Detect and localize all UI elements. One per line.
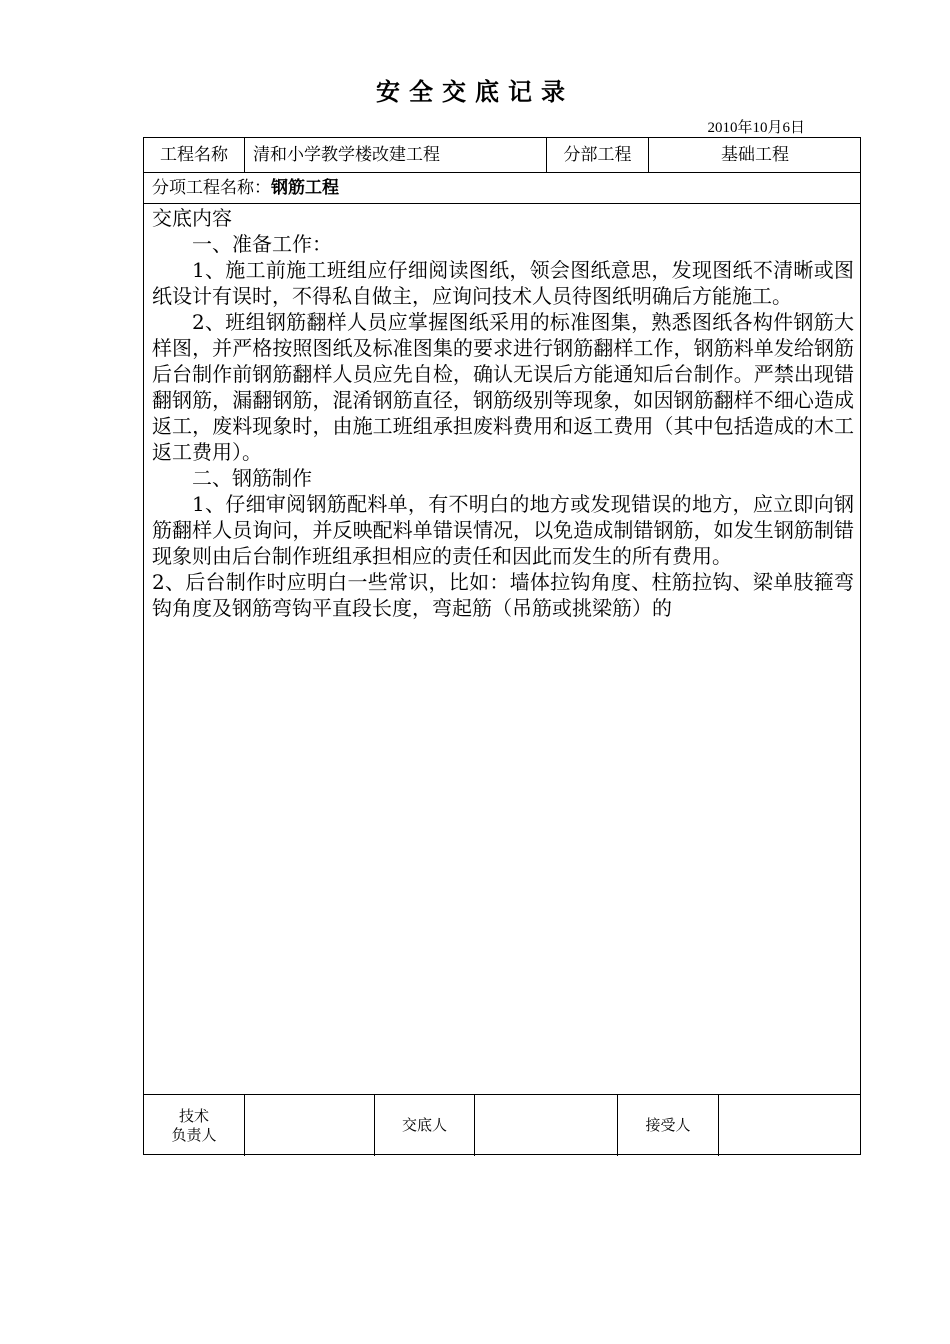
document-date: 2010年10月6日: [707, 120, 805, 136]
discloser-signature: [475, 1095, 617, 1156]
receiver-signature: [719, 1095, 861, 1156]
content-paragraph: 二、钢筋制作: [192, 466, 312, 490]
signature-row: [144, 1094, 860, 1156]
disclosure-content: [152, 205, 854, 621]
subproject-label: 分项工程名称：: [152, 178, 271, 198]
project-name-value: 清和小学教学楼改建工程: [253, 145, 440, 165]
subproject-row: [144, 172, 860, 204]
tech-lead-label-line1: 技术: [178, 1106, 209, 1125]
content-paragraph: 2、班组钢筋翻样人员应掌握图纸采用的标准图集，熟悉图纸各构件钢筋大样图，并严格按照图纸及标准图集的要求进行钢筋翻样工作，钢筋料单发给钢筋后台制作前钢筋翻样人员应先自检，确认无误后方能通知后台制作。严禁出现错翻钢筋，漏翻钢筋，混淆钢筋直径，钢筋级别等现象，如因钢筋翻样不细心造成返工，废料现象时，由施工班组承担废料费用和返工费用（其中包括造成的木工返工费用）。: [152, 310, 854, 464]
content-paragraph: 1、施工前施工班组应仔细阅读图纸，领会图纸意思，发现图纸不清晰或图纸设计有误时，不得私自做主，应询问技术人员待图纸明确后方能施工。: [152, 258, 854, 308]
divider: [244, 138, 245, 172]
discloser-label: 交底人: [401, 1116, 447, 1134]
document-title: 安全交底记录: [376, 78, 574, 106]
tech-lead-label: [144, 1095, 244, 1156]
receiver-label: 接受人: [645, 1116, 691, 1134]
tech-lead-signature: [245, 1095, 374, 1156]
project-name-label: 工程名称: [160, 145, 228, 165]
content-paragraph: 1、仔细审阅钢筋配料单，有不明白的地方或发现错误的地方，应立即向钢筋翻样人员询问，并反映配料单错误情况，以免造成制错钢筋，如发生钢筋制错现象则由后台制作班组承担相应的责任和因此而发生的所有费用。: [152, 492, 854, 568]
record-table: [143, 137, 861, 1155]
subproject-value: 钢筋工程: [271, 178, 339, 198]
tech-lead-label-line2: 负责人: [171, 1125, 217, 1144]
content-paragraph: 一、准备工作：: [192, 232, 332, 256]
content-heading: 交底内容: [152, 206, 232, 230]
subproject-field: [152, 172, 339, 204]
division-value: 基础工程: [721, 145, 789, 165]
header-row: [144, 138, 860, 173]
division-label: 分部工程: [563, 145, 632, 165]
content-paragraph: 2、后台制作时应明白一些常识，比如：墙体拉钩角度、柱筋拉钩、梁单肢箍弯钩角度及钢筋弯钩平直段长度，弯起筋（吊筋或挑梁筋）的: [152, 570, 854, 620]
